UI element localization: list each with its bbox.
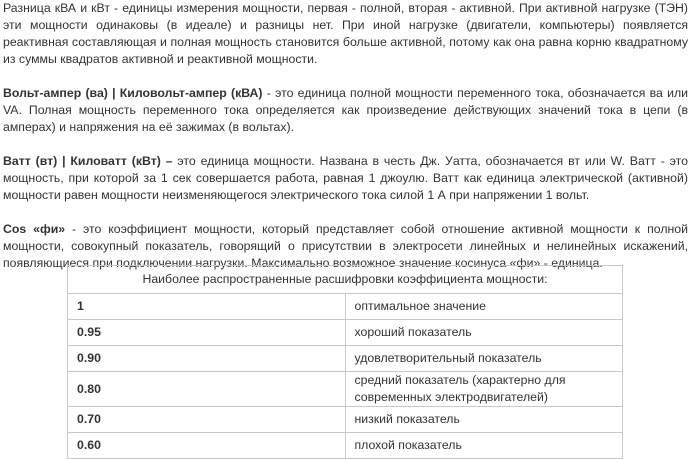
table-row (68, 407, 623, 433)
definition-watt: это единица мощности. Названа в честь Дж. Уатта, обозначается вт или W. Ватт - это мощность, при которой за 1 сек совершается работа, равная 1 джоулю. Ватт как единица электрической (активной) мощности равен мощности неизменяющегося электрического тока силой 1 А при напряжении 1 вольт. (3, 154, 688, 202)
table-row (68, 372, 623, 407)
power-factor-value: 0.90 (68, 346, 346, 372)
power-factor-value: 0.60 (68, 433, 346, 459)
power-factor-description: хороший показатель (345, 320, 623, 346)
power-factor-description: средний показатель (характерно для современных электродвигателей) (345, 372, 623, 407)
power-factor-table (67, 265, 623, 459)
power-factor-value: 1 (68, 294, 346, 320)
table-row (68, 346, 623, 372)
table-header-row (68, 266, 623, 294)
power-factor-description: оптимальное значение (345, 294, 623, 320)
power-factor-value: 0.80 (68, 372, 346, 407)
table-header: Наиболее распространенные расшифровки коэффициента мощности: (68, 266, 623, 294)
power-factor-value: 0.95 (68, 320, 346, 346)
definition-cos-phi: - это коэффициент мощности, который представляет собой отношение активной мощности к полной мощности, совокупный показатель, говорящий о присутствии в электросети линейных и нелинейных искажений, появляющиеся при подключении нагрузки. Максимально возможное значение косинуса «фи» - единица. (3, 222, 688, 270)
table-row (68, 433, 623, 459)
power-factor-description: низкий показатель (345, 407, 623, 433)
paragraph-volt-ampere (3, 85, 688, 136)
power-factor-description: плохой показатель (345, 433, 623, 459)
paragraph-watt (3, 153, 688, 204)
power-factor-table-wrapper (67, 265, 623, 459)
term-volt-ampere: Вольт-ампер (ва) | Киловольт-ампер (кВА) (3, 86, 263, 100)
definition-volt-ampere: - это единица полной мощности переменного тока, обозначается ва или VA. Полная мощность переменного тока определяется как произведение действующих значений тока в цепи (в амперах) и напряжения на её зажимах (в вольтах). (3, 86, 688, 134)
term-watt: Ватт (вт) | Киловатт (кВт) – (3, 154, 173, 168)
table-row (68, 320, 623, 346)
table-row (68, 294, 623, 320)
term-cos-phi: Cos «фи» (3, 222, 66, 236)
power-factor-value: 0.70 (68, 407, 346, 433)
paragraph-kva-vs-kw: Разница кВА и кВт - единицы измерения мощности, первая - полной, вторая - активной. При активной нагрузке (ТЭН) эти мощности одинаковы (в идеале) и разницы нет. При иной нагрузке (двигатели, компьютеры) появляется реактивная составляющая и полная мощность становится больше активной, потому как она равна корню квадратному из суммы квадратов активной и реактивной мощности. (3, 1, 688, 66)
power-factor-description: удовлетворительный показатель (345, 346, 623, 372)
